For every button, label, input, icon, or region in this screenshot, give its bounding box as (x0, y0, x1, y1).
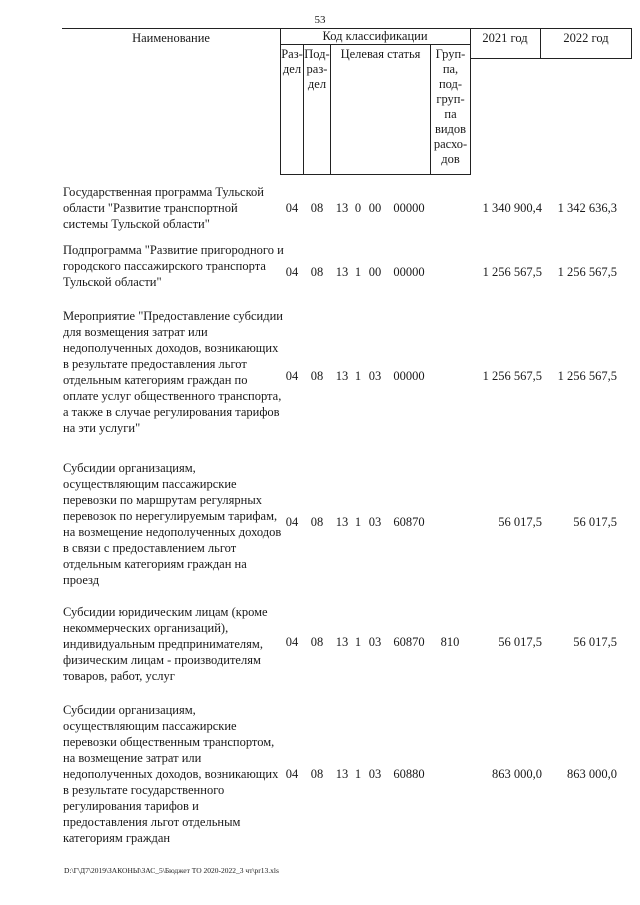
row-amount-2021: 56 017,5 (498, 515, 542, 529)
row-subsection: 08 (310, 265, 324, 279)
row-article-2: 1 (354, 265, 362, 279)
row-article-1: 13 (335, 369, 349, 383)
row-article-1: 13 (335, 635, 349, 649)
row-article-4: 00000 (393, 369, 425, 383)
row-name: Подпрограмма "Развитие пригородного и городского пассажирского транспорта Тульской области" (63, 243, 284, 289)
row-article-2: 1 (354, 369, 362, 383)
row-article-2: 0 (354, 201, 362, 215)
header-year-2021: 2021 год (482, 31, 528, 45)
row-name: Мероприятие "Предоставление субсидии для возмещения затрат или недополученных доходов, возникающих в результате предоставления льгот отдельным категориям граждан по оплате услуг общественного транспорта, а также в случае регулирования тарифов на эти услуги" (63, 309, 283, 435)
col-divider (330, 44, 331, 175)
row-subsection: 08 (310, 515, 324, 529)
row-article-2: 1 (354, 767, 362, 781)
row-name: Государственная программа Тульской области "Развитие транспортной системы Тульской области" (63, 185, 264, 231)
header-section: Раз- дел (281, 47, 303, 76)
row-amount-2021: 1 256 567,5 (482, 265, 542, 279)
header-classification: Код классификации (322, 29, 428, 43)
row-name: Субсидии юридическим лицам (кроме некоммерческих организаций), индивидуальным предпринимателям, физическим лицам - производителям товаров, работ, услуг (63, 605, 268, 683)
row-subsection: 08 (310, 635, 324, 649)
row-article-4: 00000 (393, 201, 425, 215)
row-article-4: 60880 (393, 767, 425, 781)
row-section: 04 (285, 369, 299, 383)
row-group: 810 (440, 635, 460, 649)
row-amount-2022: 1 256 567,5 (557, 265, 617, 279)
row-section: 04 (285, 201, 299, 215)
row-article-2: 1 (354, 635, 362, 649)
classification-divider (280, 44, 470, 45)
row-article-3: 03 (368, 515, 382, 529)
header-year-2022: 2022 год (563, 31, 609, 45)
row-amount-2022: 863 000,0 (567, 767, 617, 781)
row-article-1: 13 (335, 515, 349, 529)
row-article-4: 60870 (393, 515, 425, 529)
header-group: Груп- па, под- груп- па видов расхо- дов (433, 47, 468, 166)
row-section: 04 (285, 265, 299, 279)
header-subsection: Под- раз- дел (304, 47, 330, 91)
row-subsection: 08 (310, 201, 324, 215)
row-article-1: 13 (335, 265, 349, 279)
row-article-2: 1 (354, 515, 362, 529)
row-amount-2022: 56 017,5 (573, 515, 617, 529)
row-article-1: 13 (335, 201, 349, 215)
page-number: 53 (314, 14, 326, 26)
row-section: 04 (285, 767, 299, 781)
row-name: Субсидии организациям, осуществляющим пассажирские перевозки по маршрутам регулярных перевозок по нерегулируемым тарифам, на возмещение недополученных доходов в связи с предоставлением льгот отдельным категориям граждан на проезд (63, 461, 282, 587)
row-amount-2022: 56 017,5 (573, 635, 617, 649)
row-name: Субсидии организациям, осуществляющим пассажирские перевозки общественным транспортом, на возмещение затрат или недополученных доходов, возникающих в результате государственного регулирования тарифов и предоставления льгот отдельным категориям граждан (63, 703, 279, 845)
row-article-4: 60870 (393, 635, 425, 649)
row-section: 04 (285, 635, 299, 649)
col-divider (470, 28, 471, 175)
header-name: Наименование (132, 31, 210, 45)
year-header-border (470, 58, 632, 59)
row-subsection: 08 (310, 767, 324, 781)
row-article-3: 00 (368, 265, 382, 279)
row-article-3: 00 (368, 201, 382, 215)
row-article-3: 03 (368, 369, 382, 383)
row-subsection: 08 (310, 369, 324, 383)
row-article-3: 03 (368, 767, 382, 781)
row-section: 04 (285, 515, 299, 529)
header-target-article: Целевая статья (340, 47, 421, 61)
row-amount-2021: 56 017,5 (498, 635, 542, 649)
header-bottom-border (280, 174, 470, 175)
row-amount-2021: 863 000,0 (492, 767, 542, 781)
row-amount-2021: 1 256 567,5 (482, 369, 542, 383)
row-article-4: 00000 (393, 265, 425, 279)
row-amount-2022: 1 256 567,5 (557, 369, 617, 383)
row-article-3: 03 (368, 635, 382, 649)
row-amount-2022: 1 342 636,3 (557, 201, 617, 215)
footer-file-path: D:\Г\Д7\2019\ЗАКОНЫ\ЗАС_5\Бюджет ТО 2020-2022_3 чт\pr13.xls (64, 866, 279, 875)
row-amount-2021: 1 340 900,4 (482, 201, 542, 215)
row-article-1: 13 (335, 767, 349, 781)
